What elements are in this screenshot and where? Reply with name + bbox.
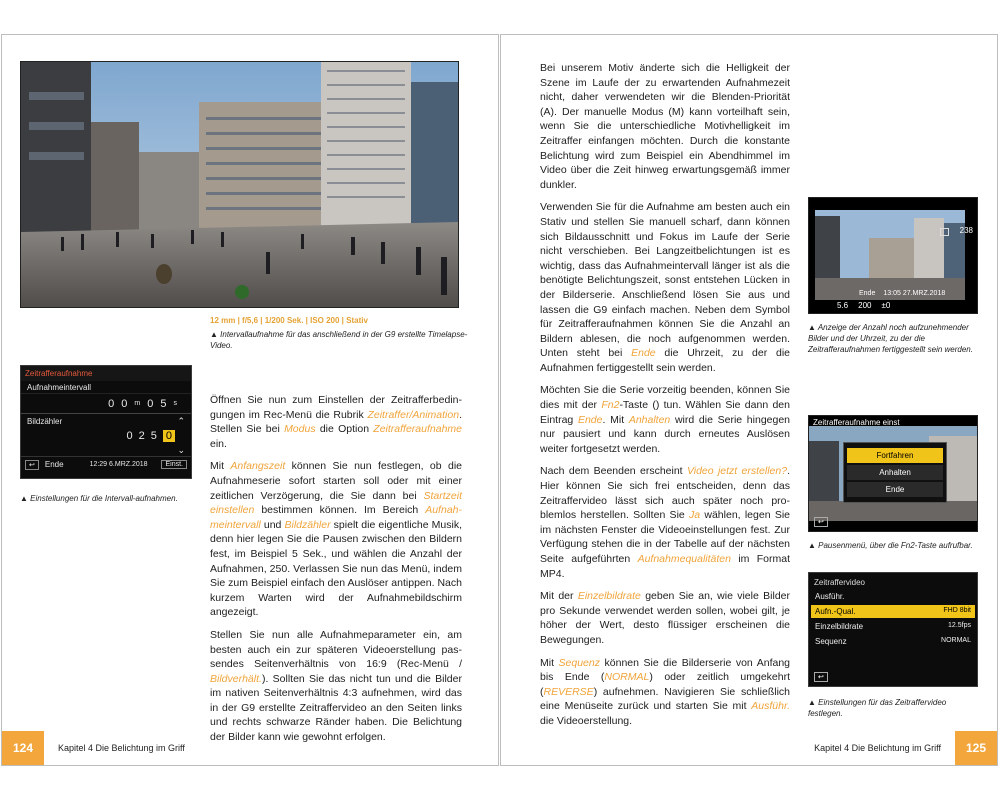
lcd-interval-digits: [21, 394, 191, 414]
left-body-text: [210, 393, 462, 753]
text-run: Mit der: [540, 590, 578, 603]
item-label: Ausführ.: [815, 592, 845, 601]
main-photo: [20, 61, 459, 308]
lcd-chevron-down-row: [21, 444, 191, 456]
menu-term: NORMAL: [604, 671, 650, 684]
menu-term: REVERSE: [543, 685, 594, 698]
video-menu-item[interactable]: [811, 590, 975, 603]
text-run: geben Sie an, wie viele Bilder pro Sekunde verwendet werden sollen, wobei gilt, je höher der Wert, desto flüssiger erscheinen die Bewegungen.: [540, 590, 790, 646]
page-number: 124: [2, 731, 44, 765]
lcd-set-button[interactable]: Einst.: [161, 460, 187, 469]
text-run: Öffnen Sie nun zum Einstellen der Zeitrafferbedingungen im Rec-Menü: [210, 394, 462, 421]
paragraph: [540, 589, 790, 647]
menu-term: Ja: [689, 509, 701, 522]
right-body-text: [540, 61, 790, 737]
paragraph: [210, 393, 462, 451]
paragraph: [540, 200, 790, 375]
text-run: die Videoerstellung.: [540, 714, 633, 727]
screen-countdown: [808, 197, 978, 314]
menu-term: Modus: [284, 423, 316, 436]
running-footer: Kapitel 4 Die Belichtung im Griff: [58, 743, 185, 753]
menu-term: Ende: [577, 413, 603, 426]
screen-end-row: [859, 290, 945, 297]
digit[interactable]: 0: [121, 397, 128, 410]
text-run: Möchten Sie die Serie vorzeitig beenden, können Sie dies mit der: [540, 384, 790, 412]
text-run: können Sie die Bilderserie von Anfang bis Ende (: [540, 656, 790, 684]
lcd-counter-digits: [21, 428, 191, 444]
photo-caption-text: ▲ Intervallaufnahme für das anschließend in der G9 erstellte Timelapse-Video.: [210, 330, 468, 350]
unit-label: s: [173, 400, 177, 407]
paragraph: [540, 464, 790, 581]
text-run: ) oder zeitlich umgekehrt (: [540, 671, 790, 698]
lcd-interval-settings: [20, 365, 192, 479]
remaining-count: 238: [959, 226, 973, 235]
screen-end-time: 13:05 27.MRZ.2018: [883, 290, 946, 297]
lcd-caption: ▲ Einstellungen für die Intervall-aufnahmen.: [20, 494, 178, 503]
video-menu-item[interactable]: [811, 635, 975, 648]
menu-term: Zeitrafferaufnahme: [373, 423, 463, 436]
paragraph: [210, 628, 462, 745]
running-footer: Kapitel 4 Die Belichtung im Griff: [814, 743, 941, 753]
screen-pause-menu: [808, 415, 978, 532]
video-menu-title: Zeitraffervideo: [814, 578, 865, 587]
text-run: im Format MP4.: [540, 553, 790, 580]
paragraph: [540, 383, 790, 456]
ev-value: ±0: [881, 301, 891, 310]
text-run: ein.: [210, 437, 227, 450]
text-run: wird die Serie hingegen nur pausiert und kann durch erneutes Auslösen weiter fortgesetzt werden.: [540, 413, 791, 455]
pause-menu-options: [843, 442, 947, 503]
menu-term: Einzelbildrate: [577, 590, 641, 603]
lcd-interval-label: Aufnahmeintervall: [27, 382, 92, 392]
text-run: ) aufnehmen. Navigieren Sie schließlich eine Menüseite zurück: [540, 685, 790, 713]
item-label: Aufn.-Qual.: [815, 607, 856, 616]
back-icon[interactable]: ↩: [814, 517, 828, 527]
page-number: 125: [955, 731, 997, 765]
text-run: Verwenden Sie für die Aufnahme am besten auch ein Stativ und stellen Sie manuell scharf, dann können sich Bildausschnitt und Fokus im Laufe der Serie nicht verschieben. Bei Langzeitbelichtungen ist es wichtig, dass das Aufnahmeintervall länger ist als die benötigte Belichtungszeit, sonst entstehen Lücken in der Bilderserie. Anschließend lösen Sie aus und lassen die G9 einfach machen. Neben dem Symbol für Zeitrafferaufnahmen: [540, 201, 790, 331]
digit[interactable]: 0: [126, 430, 133, 442]
text-run: Mit: [540, 656, 559, 669]
unit-label: m: [134, 400, 141, 407]
left-page: [1, 34, 499, 766]
text-run: Stellen Sie nun alle Aufnahmeparameter ein, am besten auch ein zur späteren Videoerstellung passendes Seitenverhältnis von 16:9 (Rec-Menü: [210, 628, 462, 671]
right-page: [500, 34, 998, 766]
aperture-value: 5.6: [837, 301, 849, 310]
text-run: -Taste (: [619, 399, 656, 412]
item-label: Einzelbildrate: [815, 622, 864, 631]
text-run: Mit: [210, 460, 231, 473]
photo-caption: [210, 315, 472, 351]
menu-term: Ende: [631, 347, 656, 360]
screen1-caption: ▲ Anzeige der Anzahl noch aufzunehmender Bilder und der Uhrzeit, zu der die Zeitrafferaufnahmen fertiggestellt sein werden.: [808, 323, 973, 354]
item-label: Sequenz: [815, 637, 847, 646]
digit[interactable]: 5: [150, 430, 157, 442]
menu-term: Aufnahmequalitäten: [637, 553, 731, 565]
lcd-title: Zeitrafferaufnahme: [21, 366, 191, 381]
digit[interactable]: 2: [138, 430, 145, 442]
screen-end-label: Ende: [859, 290, 876, 297]
lcd-end-label: Ende: [44, 460, 64, 469]
text-run: Nach dem Beenden erscheint: [540, 465, 687, 478]
pause-option[interactable]: Fortfahren: [847, 448, 943, 463]
text-run: können Sie die Anzahl an Bildern ablesen, die noch aufgenommen werden. Unten steht bei: [540, 318, 790, 360]
menu-term: Sequenz: [558, 656, 600, 669]
digit[interactable]: 0: [108, 397, 115, 410]
digit[interactable]: 5: [160, 397, 167, 410]
pause-option[interactable]: Anhalten: [847, 465, 943, 480]
chevron-down-icon[interactable]: ⌄: [177, 444, 185, 455]
text-run: wählen, legen Sie im nächsten Fenster die Videoeinstellungen fest. Zur Verfügung stehen die in der Tabelle auf der nächsten Seite aufgeführten: [540, 509, 790, 565]
menu-term: Fn2: [601, 399, 620, 412]
shutter-value: 200: [858, 301, 872, 310]
menu-term: Startzeit einstellen: [210, 489, 462, 517]
item-value: 12.5fps: [948, 622, 971, 629]
menu-term: Bildzähler: [284, 518, 331, 531]
paragraph: [210, 459, 462, 620]
chevron-up-icon[interactable]: ⌃: [177, 415, 185, 426]
menu-term: Anfangszeit: [230, 460, 286, 473]
text-run: . Stellen Sie bei: [210, 408, 462, 436]
lcd-end-time: 12:29 6.MRZ.2018: [89, 461, 148, 468]
menu-term: Ausführ.: [751, 700, 790, 713]
digit[interactable]: 0: [163, 430, 175, 442]
paragraph: [540, 656, 790, 729]
menu-term: Video jetzt erstellen?: [686, 465, 788, 478]
screen-timelapse-video: [808, 572, 978, 687]
text-run: die Rubrik: [315, 408, 368, 421]
text-run: ) tun. Wählen Sie dann den Eintrag: [540, 399, 790, 426]
text-run: spielt die eigentliche Musik, denn hier legen Sie die Pausen zwischen den Bildern fest, im Beispiel 5 Sek., und wählen die Anzahl der Aufnahmen, 250. Verlassen Sie nun das Menü, indem Sie zum Beispiel einfach den Auslöser antippen. Nach kurzem Warten wird der Aufnahmebildschirm angezeigt.: [210, 518, 463, 619]
lcd-footer: [21, 456, 191, 472]
exposure-readout: [837, 301, 890, 310]
menu-term: Zeitraffer/Animation: [367, 408, 460, 421]
text-run: die Option: [315, 423, 374, 436]
pause-menu-title: Zeitrafferaufnahme einst: [813, 418, 900, 427]
paragraph: [540, 61, 790, 192]
text-run: /: [459, 658, 462, 671]
text-run: bestimmen können. Im Bereich: [254, 504, 426, 517]
text-run: . Mit: [602, 413, 629, 426]
menu-term: Bildverhält.: [210, 672, 262, 685]
video-menu-items: [809, 590, 977, 648]
lcd-interval-row: [21, 381, 191, 394]
pause-option[interactable]: Ende: [847, 482, 943, 497]
text-run: und starten Sie mit: [653, 700, 752, 713]
text-run: und: [260, 518, 285, 531]
photo-exif: 12 mm | f/5,6 | 1/200 Sek. | ISO 200 | Stativ: [210, 316, 368, 325]
screen2-caption: ▲ Pausenmenü, über die Fn2-Taste aufrufbar.: [808, 541, 973, 550]
video-menu-item[interactable]: [811, 620, 975, 633]
timelapse-icon: [940, 228, 949, 236]
lcd-counter-label: Bildzähler: [27, 416, 63, 426]
item-value: FHD 8bit: [943, 607, 971, 614]
item-value: NORMAL: [941, 637, 971, 644]
text-run: können Sie nun festlegen, ob die Aufnahmeserie sofort starten soll oder mit einer zeitlichen Verzögerung, die Sie dann bei: [210, 460, 462, 502]
back-icon[interactable]: ↩: [25, 460, 39, 470]
text-run: Bei unserem Motiv änderte sich die Helligkeit der Szene im Laufe der zu erwartenden Aufnahmezeit nicht, daher verwendeten wir die Blenden-Priorität (A). Der manuelle Modus (M) kann vorteilhaft sein, wenn Sie die unterschiedliche Motivhelligkeit im Zeitraffer einfangen möchten. Durch die konstante Belichtung wird zum Beispiel ein Abendhimmel im Video über die Zeit hinweg erwartungsgemäß immer dunkler.: [540, 62, 790, 191]
menu-term: Aufnahmeintervall: [210, 504, 462, 531]
back-icon[interactable]: ↩: [814, 672, 828, 682]
video-menu-item[interactable]: [811, 605, 975, 618]
screen3-caption: ▲ Einstellungen für das Zeitraffervideo festlegen.: [808, 698, 947, 718]
text-run: ). Sollten Sie das nicht tun und die Bilder im nativen Seitenverhältnis 4:3 aufnehmen, wird das in der G9 erstellte Zeitraffervideo an den Seiten links und rechts schwarze Ränder haben. Die Belichtung der Bilder kann wie gewohnt erfolgen.: [210, 672, 462, 744]
lcd-counter-row: [21, 414, 191, 428]
text-run: . Hier können Sie sich frei entscheiden, denn das Zeitraffervideo lässt sich auch später noch problemlos herstellen. Sollten Sie: [540, 465, 790, 522]
digit[interactable]: 0: [147, 397, 154, 410]
menu-term: Anhalten: [628, 413, 671, 426]
text-run: die Uhrzeit, zu der die Aufnahmen fertiggestellt sein werden.: [540, 347, 790, 374]
